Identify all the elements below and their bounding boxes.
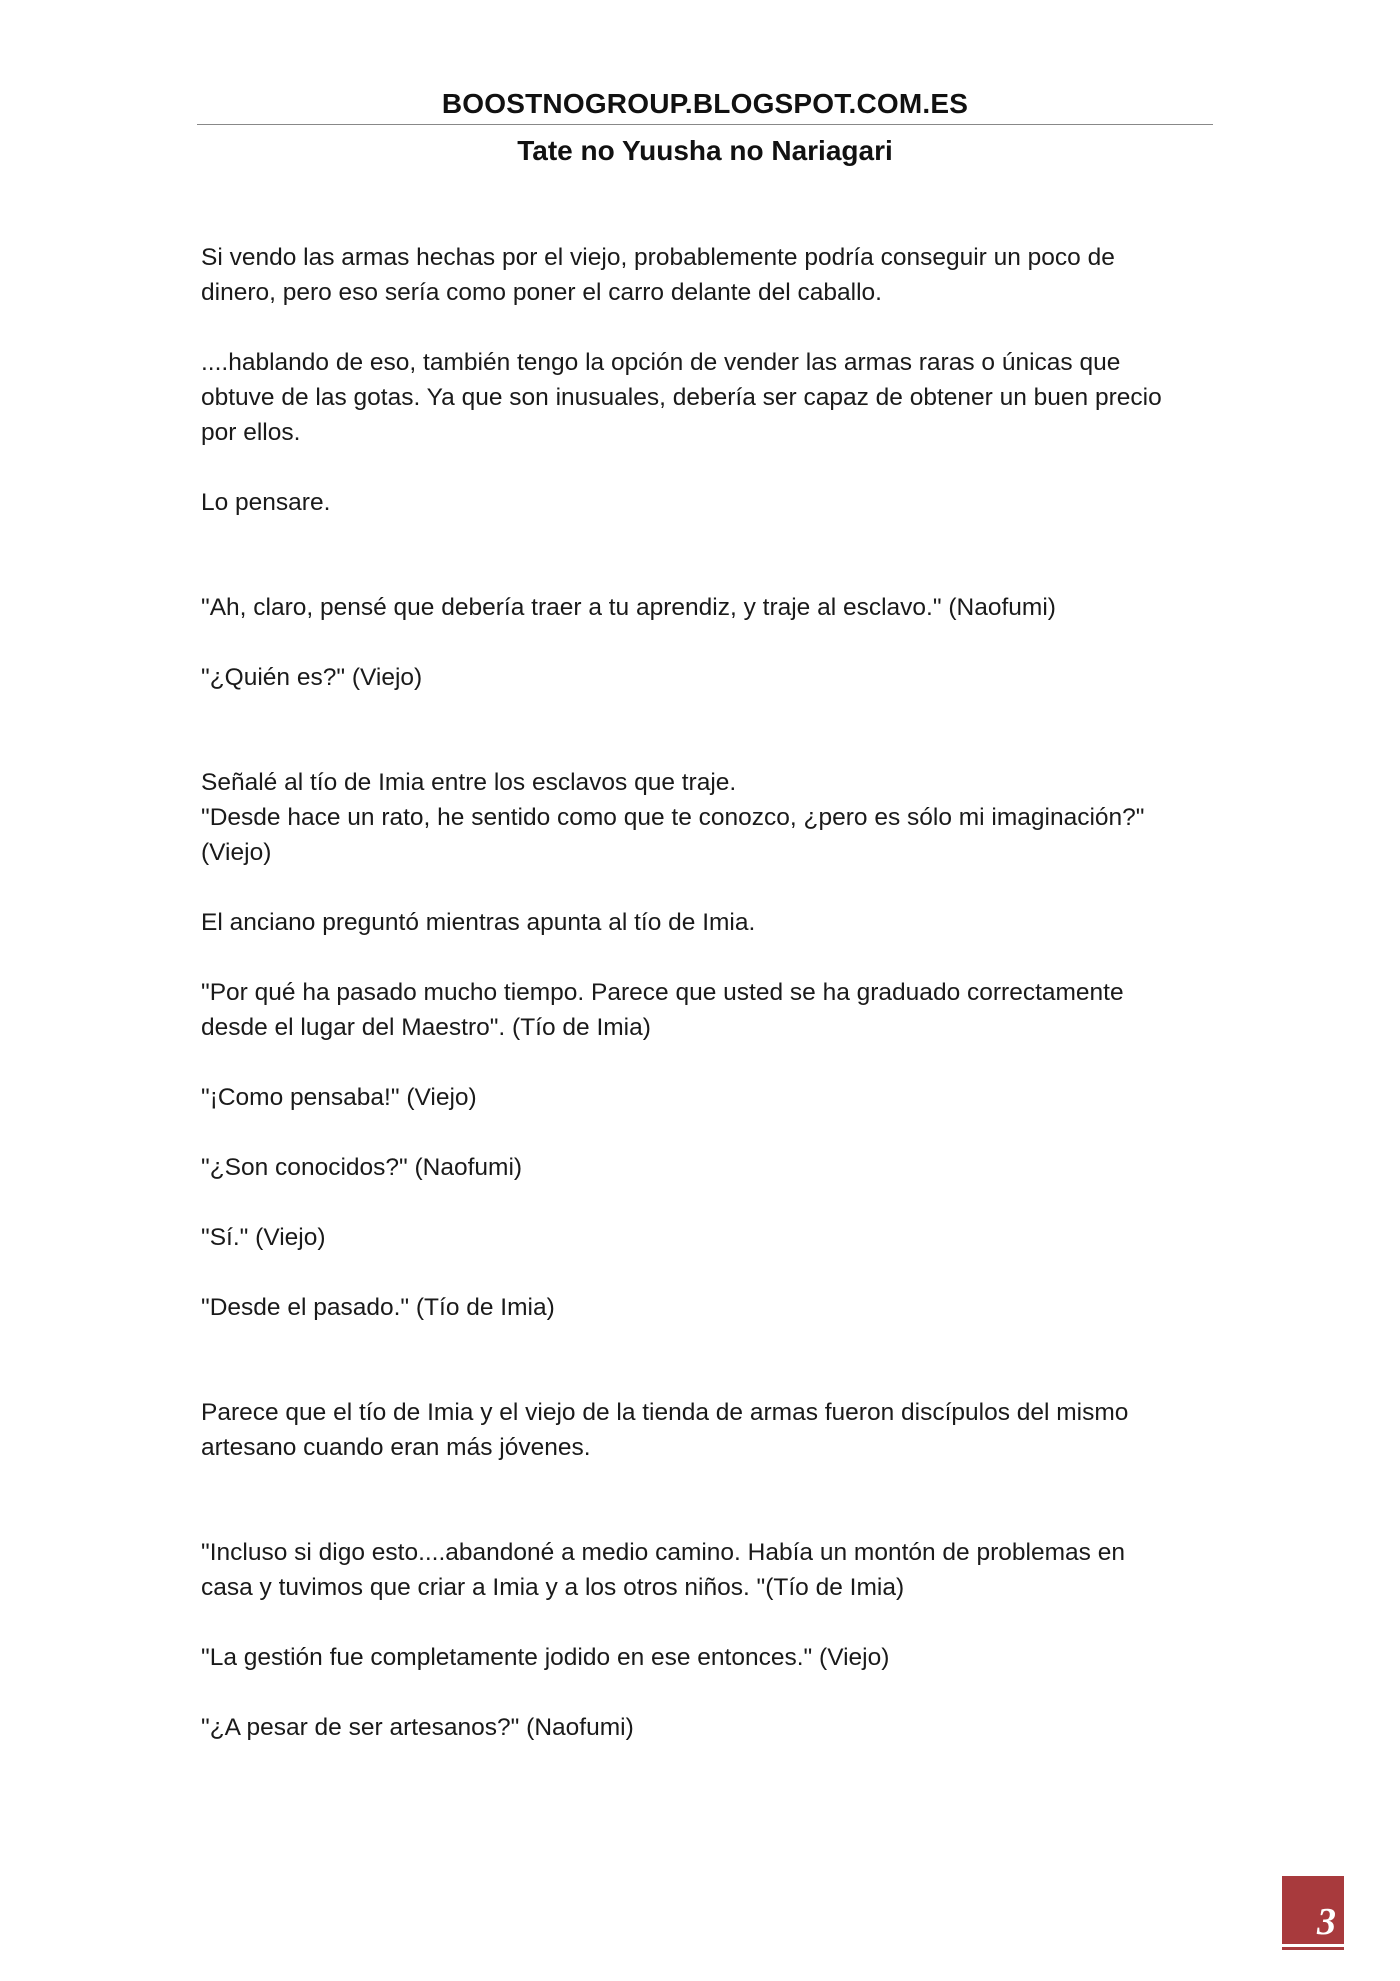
page-number: 3 [1317, 1901, 1336, 1943]
paragraph: "¡Como pensaba!" (Viejo) [201, 1084, 477, 1111]
paragraph: Señalé al tío de Imia entre los esclavos que traje. "Desde hace un rato, he sentido como que te conozco, ¿pero es sólo mi imaginación?" (Viejo) [201, 769, 1145, 866]
paragraph: "Ah, claro, pensé que debería traer a tu aprendiz, y traje al esclavo." (Naofumi) [201, 594, 1056, 621]
paragraph: Lo pensare. [201, 489, 331, 516]
paragraph: Si vendo las armas hechas por el viejo, probablemente podría conseguir un poco de dinero, pero eso sería como poner el carro delante del caballo. [201, 244, 1115, 306]
page-number-underline [1282, 1944, 1344, 1947]
paragraph: "¿A pesar de ser artesanos?" (Naofumi) [201, 1714, 634, 1741]
paragraph: "Sí." (Viejo) [201, 1224, 326, 1251]
page-header [197, 84, 1213, 171]
header-divider [197, 124, 1213, 125]
paragraph: "La gestión fue completamente jodido en ese entonces." (Viejo) [201, 1644, 890, 1671]
page-number-badge [1282, 1876, 1344, 1950]
paragraph: "¿Quién es?" (Viejo) [201, 664, 423, 691]
paragraph: "¿Son conocidos?" (Naofumi) [201, 1154, 523, 1181]
paragraph: "Incluso si digo esto....abandoné a medio camino. Había un montón de problemas en casa y tuvimos que criar a Imia y a los otros niños. "(Tío de Imia) [201, 1539, 1125, 1601]
site-title: BOOSTNOGROUP.BLOGSPOT.COM.ES [441, 88, 969, 119]
paragraph: "Desde el pasado." (Tío de Imia) [201, 1294, 555, 1321]
document-title: Tate no Yuusha no Nariagari [517, 135, 893, 166]
paragraph: "Por qué ha pasado mucho tiempo. Parece que usted se ha graduado correctamente desde el lugar del Maestro". (Tío de Imia) [201, 979, 1124, 1041]
paragraph: El anciano preguntó mientras apunta al tío de Imia. [201, 909, 756, 936]
paragraph: ....hablando de eso, también tengo la opción de vender las armas raras o únicas que obtuve de las gotas. Ya que son inusuales, debería ser capaz de obtener un buen precio por ellos. [201, 349, 1162, 446]
paragraph: Parece que el tío de Imia y el viejo de la tienda de armas fueron discípulos del mismo artesano cuando eran más jóvenes. [201, 1399, 1129, 1461]
body-text [201, 240, 1213, 1745]
